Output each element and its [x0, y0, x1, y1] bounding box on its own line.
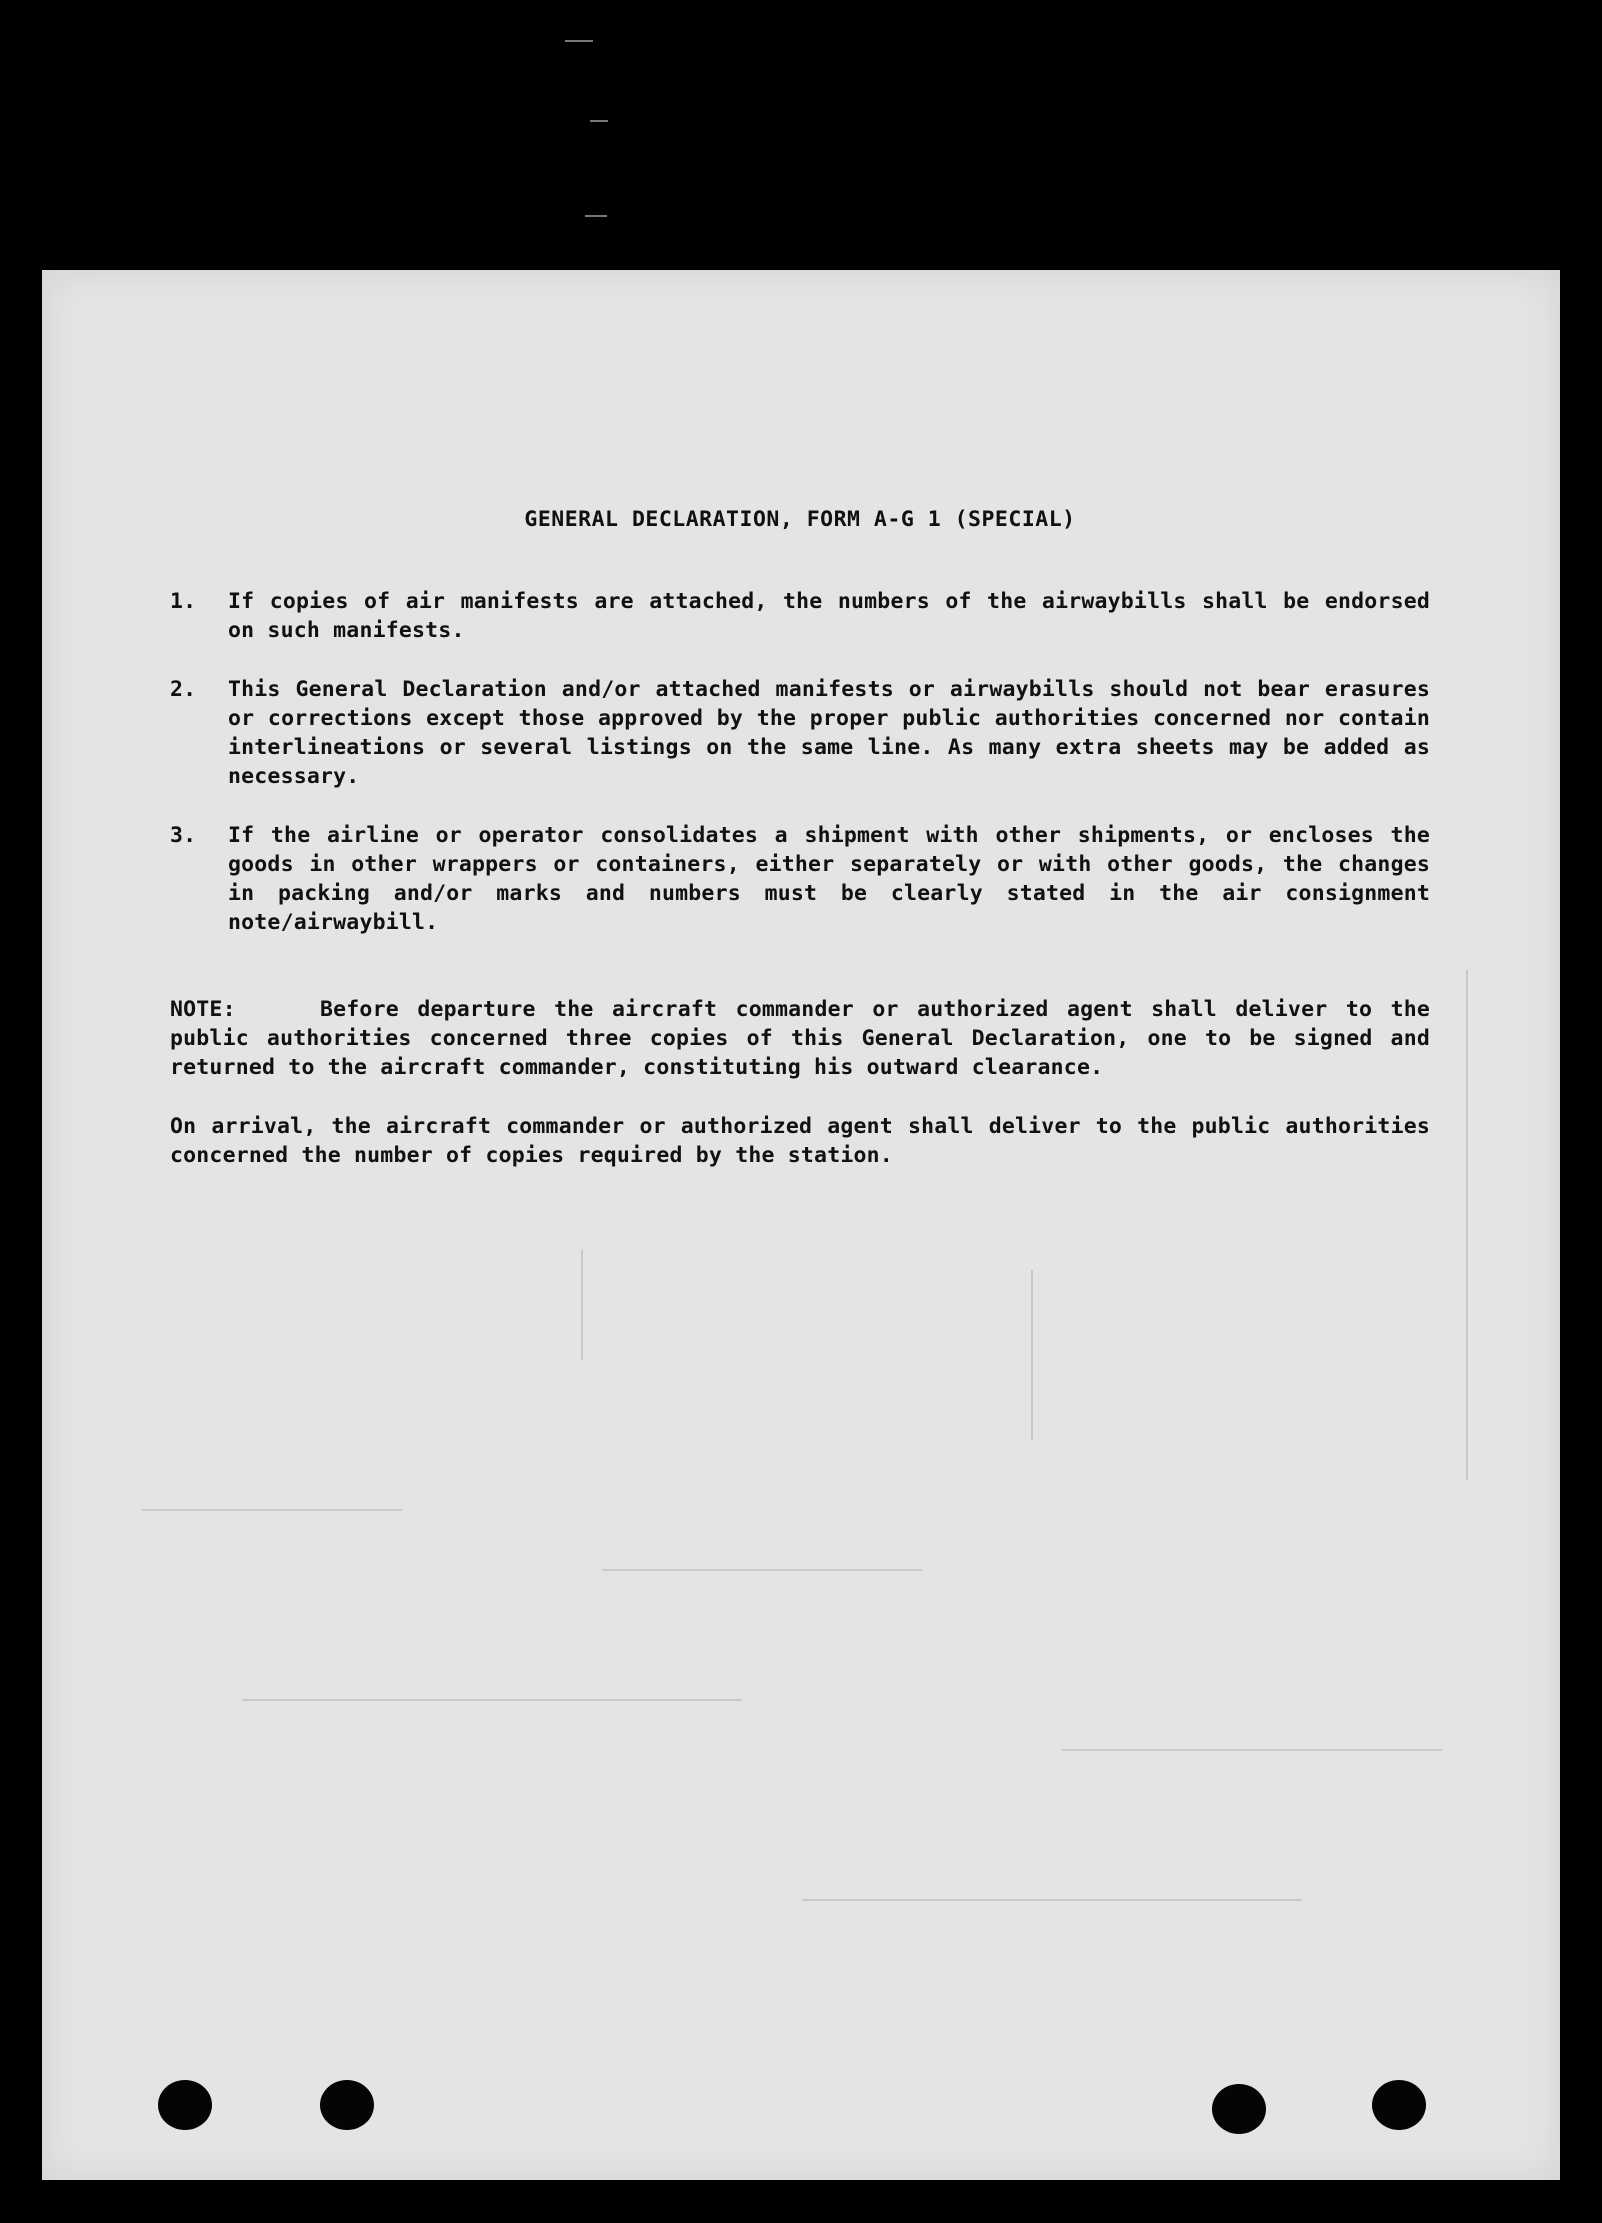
note-label: NOTE:: [170, 997, 236, 1022]
punch-hole: [158, 2080, 212, 2130]
item-number: 3.: [170, 823, 197, 848]
scan-artifact: [585, 215, 607, 217]
punch-hole: [320, 2080, 374, 2130]
list-item: [170, 821, 1430, 937]
note-text: Before departure the aircraft commander or authorized agent shall deliver to the public authorities concerned three copies of this General Declaration, one to be signed and returned to the aircraft commander, constituting his outward clearance.: [170, 997, 1430, 1080]
scan-artifact: [565, 40, 593, 42]
list-item: [170, 587, 1430, 645]
scan-artifact: [590, 120, 608, 122]
item-text: This General Declaration and/or attached manifests or airwaybills should not bear erasures or corrections except those approved by the proper public authorities concerned nor contain interlineations or several listings on the same line. As many extra sheets may be added as necessary.: [228, 677, 1430, 789]
document-body: [170, 505, 1430, 1170]
document-title: GENERAL DECLARATION, FORM A-G 1 (SPECIAL): [524, 507, 1076, 532]
punch-hole: [1212, 2084, 1266, 2134]
item-text: If copies of air manifests are attached, the numbers of the airwaybills shall be endorsed on such manifests.: [228, 589, 1430, 643]
note-paragraph: [170, 995, 1430, 1082]
item-number: 1.: [170, 589, 197, 614]
punch-hole: [1372, 2080, 1426, 2130]
item-text: If the airline or operator consolidates a shipment with other shipments, or encloses the goods in other wrappers or containers, either separately or with other goods, the changes in packing and/or marks and numbers must be clearly stated in the air consignment note/airwaybill.: [228, 823, 1430, 935]
list-item: [170, 675, 1430, 791]
document-page: [42, 270, 1560, 2180]
arrival-paragraph: On arrival, the aircraft commander or authorized agent shall deliver to the public authorities concerned the number of copies required by the station.: [170, 1114, 1430, 1168]
item-number: 2.: [170, 677, 197, 702]
